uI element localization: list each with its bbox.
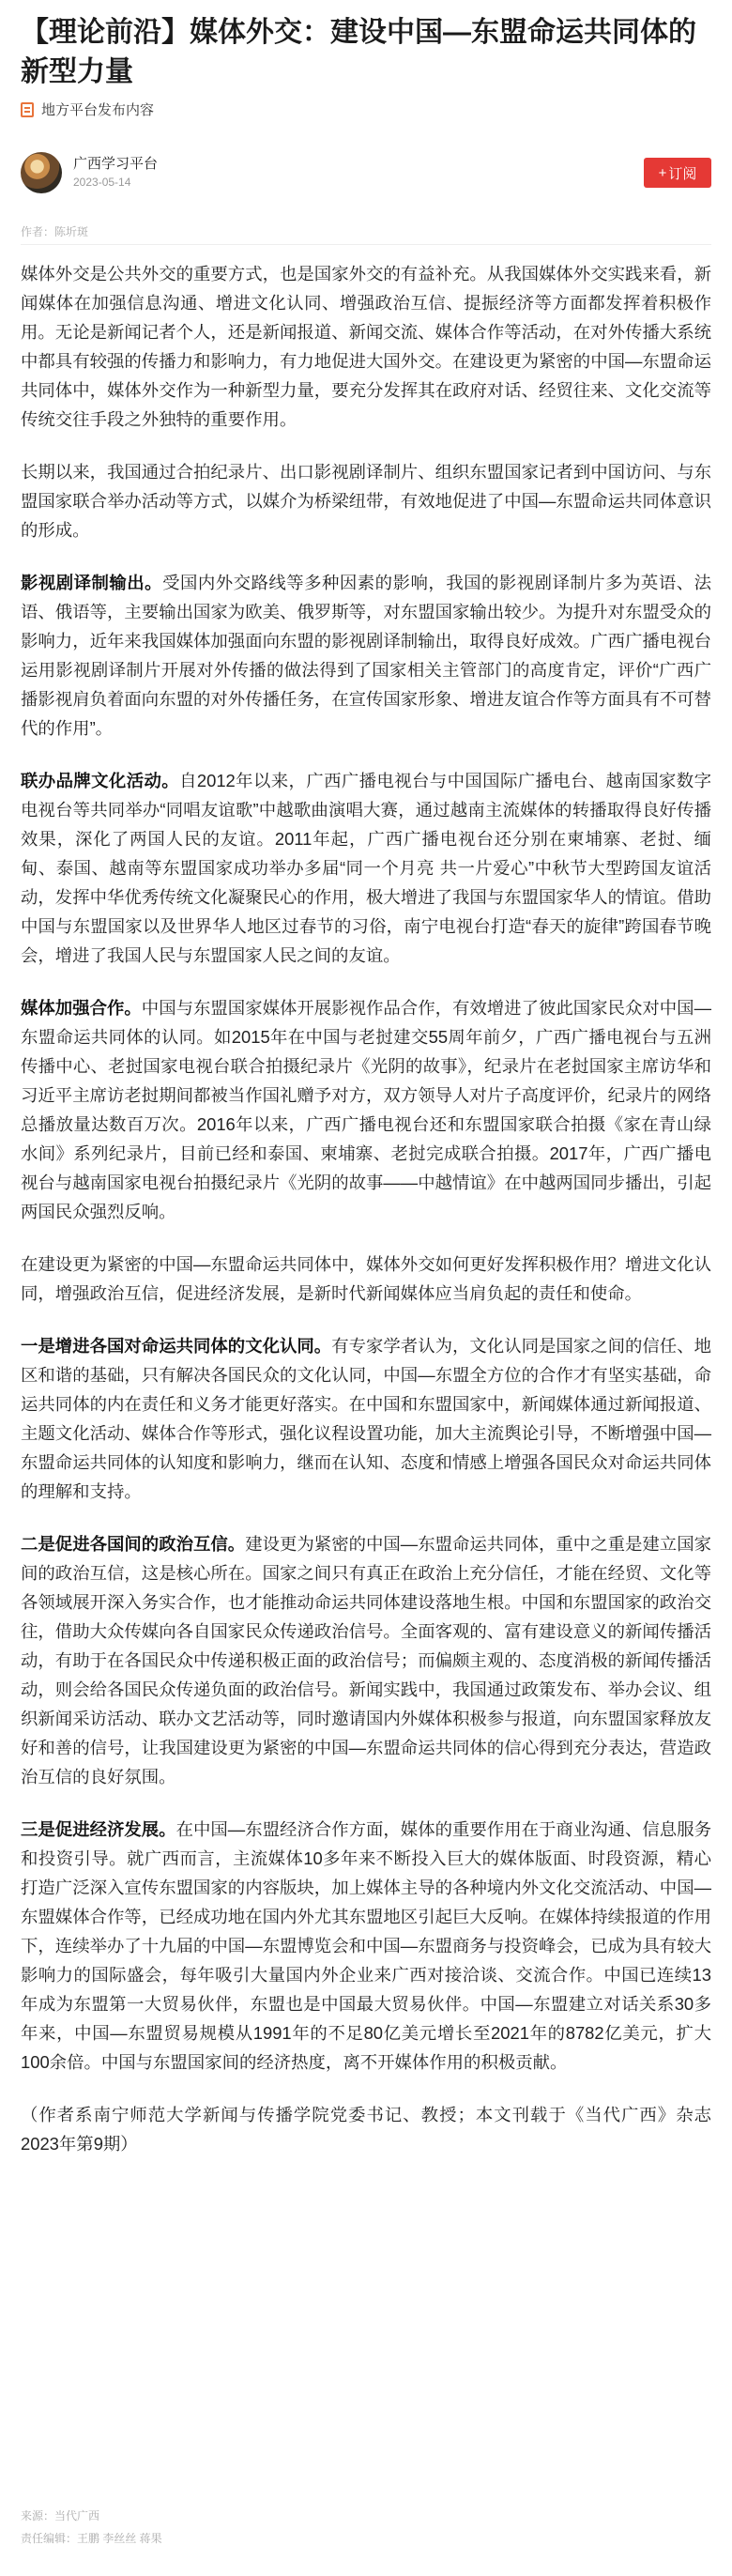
paragraph: 一是增进各国对命运共同体的文化认同。有专家学者认为，文化认同是国家之间的信任、地区和谐的基础，只有解决各国民众的文化认同，中国—东盟全方位的合作才有坚实基础，命运共同体的内在责任和义务才能更好落实。在中国和东盟国家中，新闻媒体通过新闻报道、主题文化活动、媒体合作等形式，强化议程设置功能，加大主流舆论引导，不断增强中国—东盟命运共同体的认知度和影响力，继而在认知、态度和情感上增强各国民众对命运共同体的理解和支持。	[21, 1336, 711, 1501]
account-name[interactable]: 广西学习平台	[73, 156, 159, 172]
paragraph-lead: 一是增进各国对命运共同体的文化认同。	[21, 1336, 332, 1356]
paragraph: 在建设更为紧密的中国—东盟命运共同体中，媒体外交如何更好发挥积极作用？增进文化认同，增强政治互信，促进经济发展，是新时代新闻媒体应当肩负起的责任和使命。	[21, 1254, 711, 1303]
plus-icon: +	[658, 164, 667, 181]
source-line	[21, 100, 154, 119]
source-credit: 来源：当代广西	[21, 2509, 100, 2522]
paragraph-lead: 联办品牌文化活动。	[21, 771, 180, 790]
paragraph-lead: 媒体加强合作。	[21, 998, 142, 1018]
paragraph-lead: 影视剧译制输出。	[21, 573, 163, 592]
paragraph: 联办品牌文化活动。自2012年以来，广西广播电视台与中国国际广播电台、越南国家数字电视台等共同举办“同唱友谊歌”中越歌曲演唱大赛，通过越南主流媒体的转播取得良好传播效果，深化了两国人民的友谊。2011年起，广西广播电视台还分别在柬埔寨、老挝、缅甸、泰国、越南等东盟国家成功举办多届“同一个月亮 共一片爱心”中秋节大型跨国友谊活动，发挥中华优秀传统文化凝聚民心的作用，极大增进了我国与东盟国家华人的情谊。借助中国与东盟国家以及世界华人地区过春节的习俗，南宁电视台打造“春天的旋律”跨国春节晚会，增进了我国人民与东盟国家人民之间的友谊。	[21, 771, 711, 965]
author-line: 作者：陈圻斑	[21, 225, 89, 238]
page-title: 【理论前沿】媒体外交：建设中国—东盟命运共同体的新型力量	[21, 17, 696, 87]
paragraph-lead: 二是促进各国间的政治互信。	[21, 1534, 246, 1554]
source-label: 地方平台发布内容	[41, 102, 155, 118]
paragraph: 长期以来，我国通过合拍纪录片、出口影视剧译制片、组织东盟国家记者到中国访问、与东盟国家联合举办活动等方式，以媒介为桥梁纽带，有效地促进了中国—东盟命运共同体意识的形成。	[21, 462, 711, 540]
paragraph: 二是促进各国间的政治互信。建设更为紧密的中国—东盟命运共同体，重中之重是建立国家间的政治互信，这是核心所在。国家之间只有真正在政治上充分信任，才能在经贸、文化等各领域展开深入务实合作，也才能推动命运共同体建设落地生根。中国和东盟国家的政治交往，借助大众传媒向各自国家民众传递政治信号。全面客观的、富有建设意义的新闻传播活动，有助于在各国民众中传递积极正面的政治信号；而偏颇主观的、态度消极的新闻传播活动，则会给各国民众传递负面的政治信号。新闻实践中，我国通过政策发布、举办会议、组织新闻采访活动、联办文艺活动等，同时邀请国内外媒体积极参与报道，向东盟国家释放友好和善的信号，让我国建设更为紧密的中国—东盟命运共同体的信心得到充分表达，营造政治互信的良好氛围。	[21, 1534, 711, 1786]
subscribe-label: 订阅	[668, 165, 697, 182]
document-icon	[21, 102, 34, 117]
article-body	[21, 259, 711, 2182]
paragraph-lead: 三是促进经济发展。	[21, 1819, 176, 1839]
paragraph: 影视剧译制输出。受国内外交路线等多种因素的影响，我国的影视剧译制片多为英语、法语、俄语等，主要输出国家为欧美、俄罗斯等，对东盟国家输出较少。为提升对东盟受众的影响力，近年来我国媒体加强面向东盟的影视剧译制输出，取得良好成效。广西广播电视台运用影视剧译制片开展对外传播的做法得到了国家相关主管部门的高度肯定，评价“广西广播影视肩负着面向东盟的对外传播任务，在宣传国家形象、增进友谊合作等方面具有不可替代的作用”。	[21, 573, 711, 738]
publish-date: 2023-05-14	[73, 176, 131, 189]
account-bar	[21, 150, 711, 195]
avatar[interactable]	[21, 152, 62, 193]
account-info	[73, 155, 158, 191]
subscribe-button[interactable]	[644, 158, 711, 188]
article-footer	[21, 2505, 162, 2550]
paragraph: 三是促进经济发展。在中国—东盟经济合作方面，媒体的重要作用在于商业沟通、信息服务和投资引导。就广西而言，主流媒体10多年来不断投入巨大的媒体版面、时段资源，精心打造广泛深入宣传东盟国家的内容版块，加上媒体主导的各种境内外文化交流活动、中国—东盟媒体合作等，已经成功地在国内外尤其东盟地区引起巨大反响。在媒体持续报道的作用下，连续举办了十九届的中国—东盟博览会和中国—东盟商务与投资峰会，已成为具有较大影响力的国际盛会，每年吸引大量国内外企业来广西对接洽谈、交流合作。中国已连续13年成为东盟第一大贸易伙伴，东盟也是中国最大贸易伙伴。中国—东盟建立对话关系30多年来，中国—东盟贸易规模从1991年的不足80亿美元增长至2021年的8782亿美元，扩大100余倍。中国与东盟国家间的经济热度，离不开媒体作用的积极贡献。	[21, 1819, 711, 2072]
paragraph: 媒体加强合作。中国与东盟国家媒体开展影视作品合作，有效增进了彼此国家民众对中国—东盟命运共同体的认同。如2015年在中国与老挝建交55周年前夕，广西广播电视台与五洲传播中心、老挝国家电视台联合拍摄纪录片《光阴的故事》，纪录片在老挝国家主席访华和习近平主席访老挝期间都被当作国礼赠予对方，双方领导人对片子高度评价，纪录片的网络总播放量达数百万次。2016年以来，广西广播电视台还和东盟国家联合拍摄《家在青山绿水间》系列纪录片，目前已经和泰国、柬埔寨、老挝完成联合拍摄。2017年，广西广播电视台与越南国家电视台拍摄纪录片《光阴的故事——中越情谊》在中越两国同步播出，引起两国民众强烈反响。	[21, 998, 711, 1221]
paragraph: 媒体外交是公共外交的重要方式，也是国家外交的有益补充。从我国媒体外交实践来看，新闻媒体在加强信息沟通、增进文化认同、增强政治互信、提振经济等方面都发挥着积极作用。无论是新闻记者个人，还是新闻报道、新闻交流、媒体合作等活动，在对外传播大系统中都具有较强的传播力和影响力，有力地促进大国外交。在建设更为紧密的中国—东盟命运共同体中，媒体外交作为一种新型力量，要充分发挥其在政府对话、经贸往来、文化交流等传统交往手段之外独特的重要作用。	[21, 264, 711, 429]
editor-credit: 责任编辑：王鹏 李丝丝 蒋果	[21, 2532, 162, 2545]
divider	[21, 244, 711, 245]
paragraph: （作者系南宁师范大学新闻与传播学院党委书记、教授；本文刊载于《当代广西》杂志2023年第9期）	[21, 2105, 711, 2154]
